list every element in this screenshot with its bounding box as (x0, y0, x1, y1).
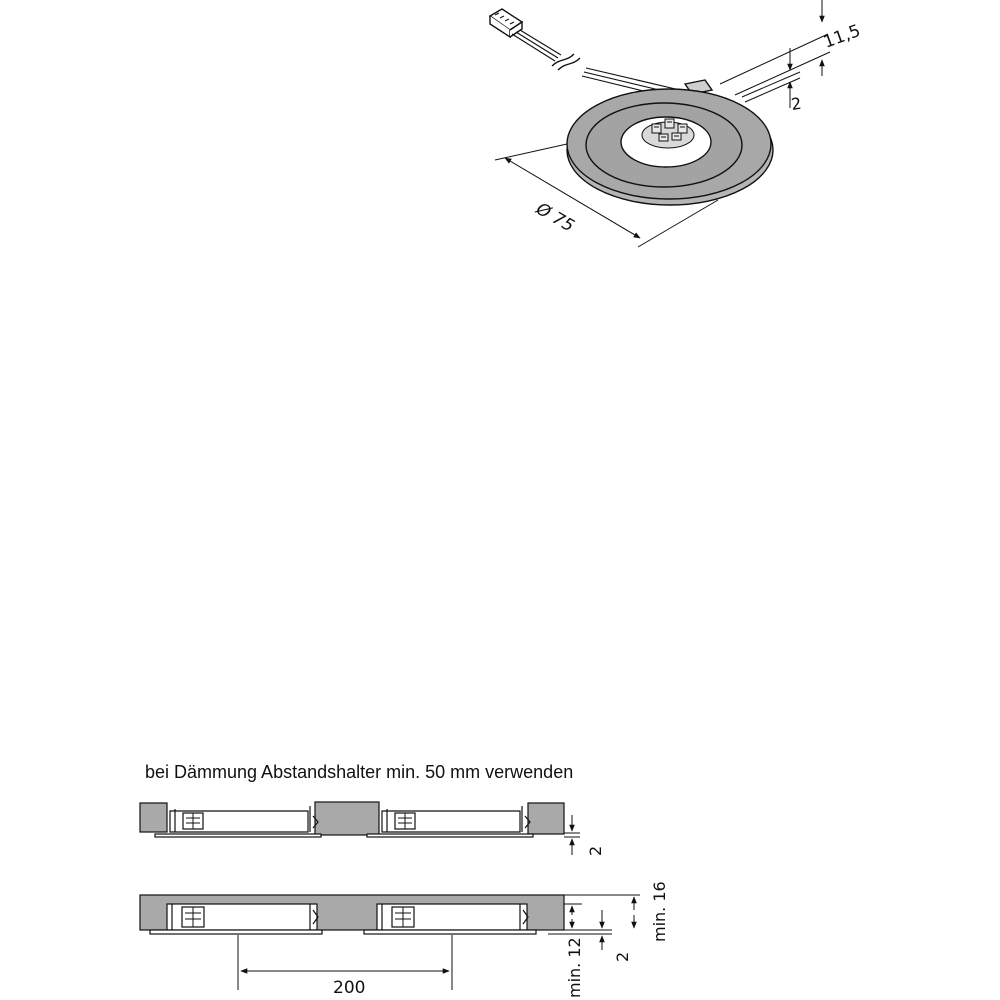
dim-row1-flange (564, 815, 580, 855)
spacer-block (528, 803, 564, 834)
section-row-1 (140, 802, 580, 855)
dim-row2-total-label: min. 16 (650, 881, 669, 942)
dim-height (720, 0, 830, 95)
luminaire-section (364, 904, 536, 934)
luminaire-section (155, 806, 321, 837)
luminaire-section (150, 904, 322, 934)
dim-diameter-label: Ø 75 (532, 199, 578, 237)
dim-row2-spacing-label: 200 (333, 978, 366, 998)
dim-flange-label: 2 (789, 93, 803, 114)
spacer-block (140, 803, 167, 832)
dim-row1-flange-label: 2 (586, 845, 605, 856)
spacer-block (315, 802, 379, 835)
luminaire-section (367, 806, 533, 837)
dim-row2-flange-label: 2 (613, 951, 632, 962)
dim-row2-depth-label: min. 12 (565, 937, 584, 998)
dim-height-label: 11,5 (820, 20, 864, 53)
insulation-note: bei Dämmung Abstandshalter min. 50 mm verwenden (145, 762, 574, 782)
